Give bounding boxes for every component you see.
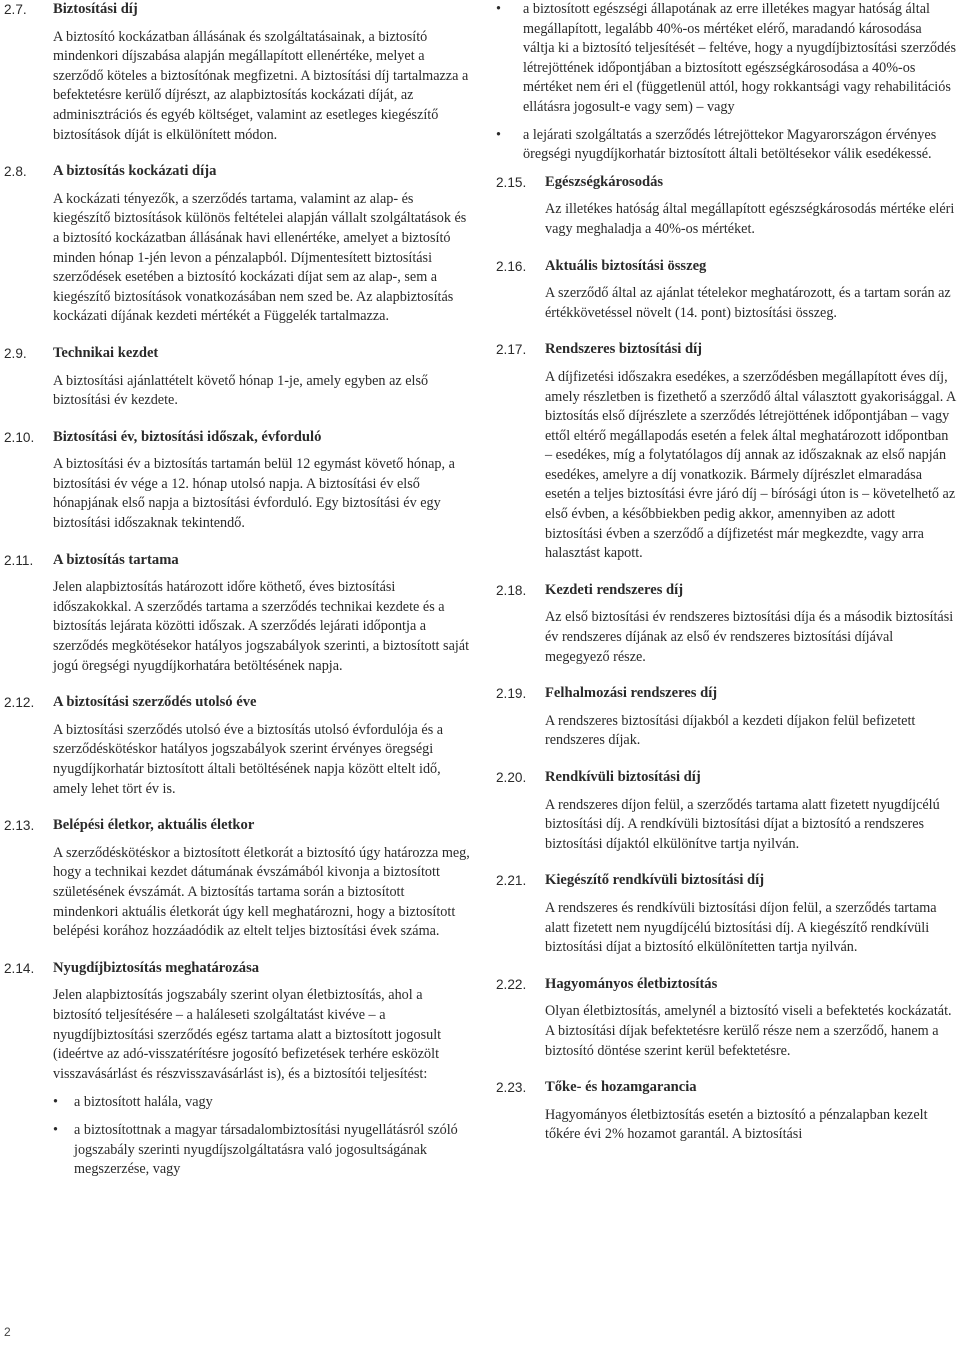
section-title: Nyugdíjbiztosítás meghatározása: [53, 959, 260, 976]
section: [496, 173, 956, 240]
section-paragraph: A rendszeres és rendkívüli biztosítási díjon felül, a szerződés tartama alatt fizetett nem nyugdíjcélú biztosítási díj. A kiegészítő rendkívüli biztosítási díjat a biztosító elkülönítetten tartja nyilván.: [545, 899, 937, 956]
section-paragraph: Az illetékes hatóság által megállapított egészségkárosodás mértéke eléri vagy meghaladja a 40%-os mértéket.: [545, 201, 955, 237]
section-number: 2.21.: [496, 873, 527, 889]
section-number: 2.18.: [496, 582, 527, 598]
section: [4, 344, 472, 411]
section-number: 2.7.: [4, 2, 27, 17]
bullet-item: • a biztosított halála, vagy: [53, 1093, 472, 1113]
section-title: Biztosítási év, biztosítási időszak, évforduló: [53, 428, 322, 445]
section-number: 2.15.: [496, 174, 527, 190]
section-number: 2.14.: [4, 960, 35, 976]
section-paragraph: A szerződő által az ajánlat tételekor meghatározott, és a tartam során az értékkövetéssel növelt (14. pont) biztosítási összeg.: [545, 285, 951, 321]
section-paragraph: A biztosító kockázatban állásának és szolgáltatásainak, a biztosító mindenkori díjszabása alapján megállapított ellenértéke, melyet a szerződő köteles a biztosítónak megfizetni. A biztosítási díj tartalmazza a befektetésre kerülő díjrészt, az alapbiztosítás kockázati díját, az adminisztrációs és egyéb költséget, valamint az esetleges kiegészítő biztosítások díját is elkülönített módon.: [53, 28, 469, 143]
section-title: Kezdeti rendszeres díj: [545, 581, 684, 598]
section: [4, 816, 472, 942]
section: [496, 975, 956, 1061]
page-number: 2: [4, 1325, 11, 1339]
section-title: A biztosítási szerződés utolsó éve: [53, 694, 257, 711]
section-paragraph: Az első biztosítási év rendszeres biztosítási díja és a második biztosítási év rendszeres díjának az első év rendszeres biztosítási díjával megegyező része.: [545, 609, 954, 665]
section-number: 2.20.: [496, 770, 527, 785]
section-title: Kiegészítő rendkívüli biztosítási díj: [545, 872, 765, 889]
bullet-list: [53, 1093, 472, 1179]
section-title: Belépési életkor, aktuális életkor: [53, 817, 255, 834]
section-number: 2.10.: [4, 429, 35, 445]
section: [496, 1078, 956, 1145]
continued-bullet-list: [496, 0, 956, 165]
section-paragraph: A kockázati tényezők, a szerződés tartama, valamint az alap- és kiegészítő biztosítások különös feltételei alapján vállalt szolgáltatások és a biztosító kockázatban állásának havi ellenértéke, amelyet a biztosító minden hónap 1-jén levon a pénzalapból. Díjmentesített biztosítási szerződések esetében a biztosító kockázati díjat sem az alap-, sem a kiegészítő biztosítások vonatkozásában nem szed be. Az alapbiztosítás kockázati díjának kezdeti mértékét a Függelék tartalmazza.: [53, 190, 467, 325]
section: [4, 162, 472, 327]
bullet-item: • a biztosítottnak a magyar társadalombiztosítási nyugellátásról szóló jogszabály szerinti nyugdíjszolgáltatásra való jogosultságának megszerzése, vagy: [53, 1121, 472, 1180]
section-title: A biztosítás tartama: [53, 551, 179, 568]
section-paragraph: Hagyományos életbiztosítás esetén a biztosító a pénzalapban kezelt tőkére évi 2% hozamot garantál. A biztosítási: [545, 1106, 928, 1143]
section-number: 2.19.: [496, 686, 527, 702]
bullet-item: • a biztosított egészségi állapotának az erre illetékes magyar hatóság által megállapított, legalább 40%-os mértéket elérő, maradandó károsodása váltja ki a biztosító teljesítését – feltéve, hogy a nyugdíjbiztosítási szerződés létrejöttének időpontjában a biztosított egészségkárosodása a 40%-os mértéket nem éri el (függetlenül attól, hogy rokkantsági vagy rehabilitációs ellátásra jogosult-e vagy sem) – vagy: [496, 0, 956, 118]
section-title: Felhalmozási rendszeres díj: [545, 685, 718, 702]
section-number: 2.16.: [496, 258, 527, 274]
section: [4, 0, 472, 145]
section-paragraph: Olyan életbiztosítás, amelynél a biztosító viseli a befektetés kockázatát. A biztosítási díjak befektetésre kerülő része nem a szerződő, hanem a biztosító döntése szerint kerül befektetésre.: [545, 1003, 952, 1059]
section-paragraph: A biztosítási szerződés utolsó éve a biztosítás utolsó évfordulója és a szerződéskötéskor hatályos jogszabályok szerint érvényes öregségi nyugdíjkorhatár biztosított általi betöltésének napja között eltelt idő, amely lehet tört év is.: [53, 721, 444, 797]
section-number: 2.12.: [4, 695, 35, 711]
section: [4, 959, 472, 1180]
section-paragraph: A rendszeres díjon felül, a szerződés tartama alatt fizetett nyugdíjcélú biztosítási díj. A rendkívüli biztosítási díjat a biztosító a rendszeres biztosítási díjaktól elkülönítve tartja nyilván.: [545, 796, 940, 852]
section: [4, 428, 472, 534]
right-column: [496, 0, 956, 1162]
section-title: Tőke- és hozamgarancia: [545, 1079, 697, 1096]
section-title: Biztosítási díj: [53, 1, 138, 17]
section-number: 2.9.: [4, 345, 27, 361]
section-paragraph: A szerződéskötéskor a biztosított életkorát a biztosító úgy határozza meg, hogy a technikai kezdet dátumának évszámából kivonja a biztosított születésének évszámát. A biztosítás tartama során a biztosított mindenkori aktuális életkorát úgy kell meghatározni, hogy a biztosított belépési korához hozzáadódik az eltelt teljes biztosítási évek száma.: [53, 844, 470, 940]
section: [4, 693, 472, 799]
section-paragraph: A rendszeres biztosítási díjakból a kezdeti díjakon felül befizetett rendszeres díjak.: [545, 712, 916, 749]
section-number: 2.17.: [496, 342, 527, 358]
section-number: 2.13.: [4, 818, 35, 834]
section-paragraph: A biztosítási év a biztosítás tartamán belül 12 egymást követő hónap, a biztosítási év vége a 12. hónap utolsó napja. A biztosítási év első hónapjának első napja a biztosítási évforduló. Egy biztosítási év egy biztosítási időszaknak tekintendő.: [53, 456, 455, 532]
section-paragraph: A biztosítási ajánlattételt követő hónap 1-je, amely egyben az első biztosítási év kezdete.: [53, 372, 429, 409]
section-title: Rendkívüli biztosítási díj: [545, 769, 701, 785]
section: [496, 871, 956, 957]
section-title: Rendszeres biztosítási díj: [545, 341, 703, 358]
section: [496, 340, 956, 564]
section: [4, 551, 472, 677]
section-title: Hagyományos életbiztosítás: [545, 975, 718, 992]
section-title: Technikai kezdet: [53, 344, 159, 361]
left-column: [4, 0, 472, 1197]
section: [496, 768, 956, 854]
section-title: Egészségkárosodás: [545, 173, 664, 190]
section: [496, 684, 956, 751]
section: [496, 581, 956, 667]
section-title: A biztosítás kockázati díja: [53, 163, 217, 180]
section-number: 2.11.: [4, 552, 34, 568]
section-number: 2.22.: [496, 976, 527, 992]
section-title: Aktuális biztosítási összeg: [545, 257, 707, 274]
bullet-item: • a lejárati szolgáltatás a szerződés létrejöttekor Magyarországon érvényes öregségi nyugdíjkorhatár biztosított általi betöltésekor válik esedékessé.: [496, 126, 956, 165]
section-paragraph: Jelen alapbiztosítás határozott időre köthető, éves biztosítási időszakokkal. A szerződés tartama a szerződés technikai kezdete és a biztosítás lejárata közötti időszak. A szerződés lejárati időpontja a szerződés megkötésekor hatályos jogszabályok szerinti, a biztosított saját jogú öregségi nyugdíjkorhatára betöltésének napja.: [53, 579, 470, 674]
section: [496, 257, 956, 324]
section-paragraph: Jelen alapbiztosítás jogszabály szerint olyan életbiztosítás, ahol a biztosító teljesítésére – a haláleseti szolgáltatást kivéve – a nyugdíjbiztosítási szerződés egész tartama alatt a biztosított jogosult (ideértve az adó-visszatérítésre jogosító befizetések terhére esközölt visszavásárlást és részvisszavásárlást is), és a biztosítói teljesítést:: [53, 987, 442, 1082]
section-number: 2.8.: [4, 164, 27, 180]
section-number: 2.23.: [496, 1080, 527, 1096]
section-paragraph: A díjfizetési időszakra esedékes, a szerződésben megállapított éves díj, amely részletben is fizethető a szerződő által választott gyakorisággal. A biztosítás első díjrészlete a szerződés létrejöttének időpontjában – vagy ettől eltérő megállapodás esetén a felek által meghatározott időpontban – esedékes, míg a folytatólagos díj annak az időszaknak az első napján esedékes, amelyre a díj vonatkozik. Bármely díjrészlet elmaradása esetén a teljes biztosítási évre járó díj – bírósági úton is – követelhető az első évben, a későbbiekben pedig akkor, amennyiben az adott biztosítási évben a szerződő a díjfizetést már megkezdte, vagy arra halasztást kapott.: [545, 368, 956, 562]
